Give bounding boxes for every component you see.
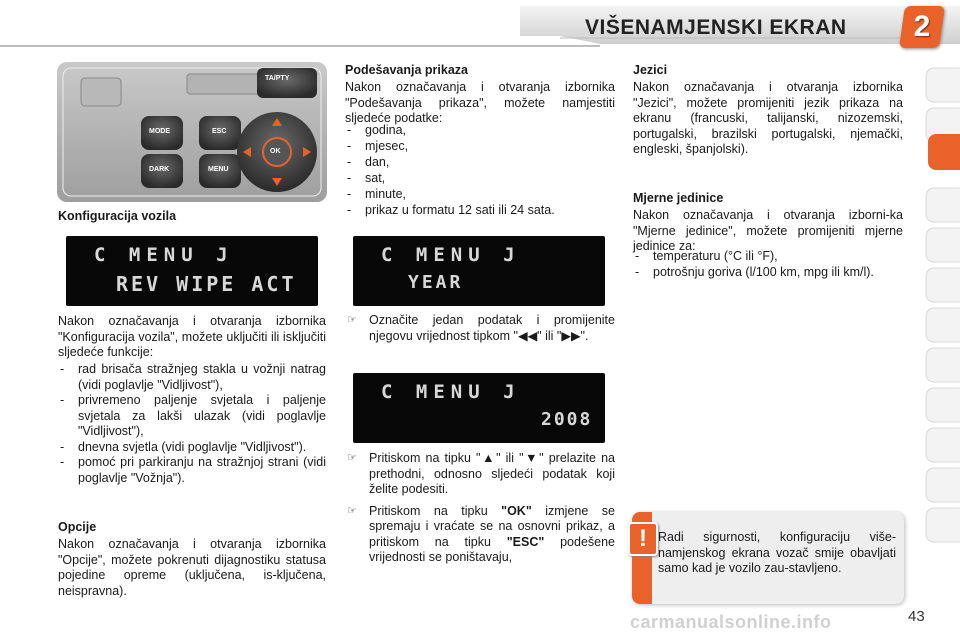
- hand-pointer-icon: ☞: [347, 314, 357, 326]
- list-item: - dan,: [345, 155, 615, 171]
- list-item: - mjesec,: [345, 139, 615, 155]
- bullet-text-post: podešene vrijednosti se poništavaju,: [369, 534, 615, 564]
- esc-label: "ESC": [506, 534, 545, 549]
- lcd-line-1: C MENU J: [381, 381, 521, 403]
- list-podesavanja: [345, 123, 615, 219]
- hand-pointer-icon: ☞: [347, 452, 357, 464]
- bullet-text: Pritiskom na tipku "▲" ili "▼" prelazite na prethodni, odnosno sljedeći podatak koji želite podesiti.: [369, 451, 615, 496]
- warning-text: Radi sigurnosti, konfiguraciju više-namjenskog ekrana vozač smije obavljati samo kad je vozilo zau-stavljeno.: [658, 530, 896, 575]
- list-item: - prikaz u formatu 12 sati ili 24 sata.: [345, 203, 615, 219]
- ta-pty-button: TA/PTY: [265, 75, 290, 82]
- page-number: 43: [908, 608, 925, 625]
- watermark: carmanualsonline.info: [630, 612, 832, 632]
- ok-label: "OK": [501, 503, 532, 518]
- lcd-display-rev-wipe: [66, 236, 318, 306]
- bullets-1: [345, 313, 615, 350]
- esc-button: ESC: [212, 128, 227, 135]
- list-item: - rad brisača stražnjeg stakla u vožnji natrag (vidi poglavlje "Vidljivost"),: [58, 362, 326, 393]
- page-title: VIŠENAMJENSKI EKRAN: [585, 16, 847, 39]
- list-item: - minute,: [345, 187, 615, 203]
- lcd-line-1: C MENU J: [94, 244, 234, 266]
- mode-button: MODE: [149, 128, 170, 135]
- warning-icon: [628, 522, 658, 556]
- paragraph-opcije: Nakon označavanja i otvaranja izbornika "Opcije", možete pokrenuti dijagnostiku statusa pojedine opreme (uključena, is-ključena, neispravna).: [58, 537, 326, 598]
- bullet-item: [345, 313, 615, 344]
- list-item: - potrošnju goriva (l/100 km, mpg ili km/l).: [633, 265, 903, 281]
- list-item: - sat,: [345, 171, 615, 187]
- list-item: - godina,: [345, 123, 615, 139]
- paragraph-podesavanja: Nakon označavanja i otvaranja izbornika "Podešavanja prikaza", možete namjestiti sljedeće podatke:: [345, 80, 615, 125]
- list-item: - dnevna svjetla (vidi poglavlje "Vidljivost").: [58, 440, 326, 456]
- bullets-2: [345, 451, 615, 572]
- lcd-line-1: C MENU J: [381, 244, 521, 266]
- bullet-item: [345, 451, 615, 498]
- heading-jezici: Jezici: [633, 63, 668, 77]
- bullet-text-mid: izmjene se spremaju i vraćate se na osnovni prikaz, a pritiskom na tipku: [369, 503, 615, 549]
- warning-symbol: !: [639, 525, 647, 552]
- lcd-display-2008: [353, 373, 605, 443]
- bullet-item: [345, 504, 615, 566]
- paragraph-konfiguracija: Nakon označavanja i otvaranja izbornika "Konfiguracija vozila", možete uključiti ili isključiti sljedeće funkcije:: [58, 314, 326, 359]
- list-item: - pomoć pri parkiranju na stražnjoj strani (vidi poglavlje "Vožnja").: [58, 455, 326, 486]
- side-tabs: [924, 64, 960, 624]
- list-mjerne-jedinice: [633, 249, 903, 280]
- menu-button: MENU: [208, 166, 229, 173]
- chapter-badge: [899, 6, 945, 48]
- lcd-line-2: 2008: [541, 409, 593, 430]
- heading-mjerne-jedinice: Mjerne jedinice: [633, 191, 724, 205]
- ok-button: OK: [270, 148, 281, 155]
- lcd-line-2: YEAR: [408, 272, 464, 293]
- heading-opcije: Opcije: [58, 520, 97, 534]
- dark-button: DARK: [149, 166, 170, 173]
- lcd-line-2: REV WIPE ACT: [116, 272, 297, 296]
- chapter-number: 2: [913, 10, 931, 43]
- heading-konfiguracija: Konfiguracija vozila: [58, 209, 177, 223]
- bullet-text: Označite jedan podatak i promijenite njegovu vrijednost tipkom "◀◀" ili "▶▶".: [369, 313, 615, 343]
- warning-box: [632, 512, 904, 604]
- list-item: - temperaturu (°C ili °F),: [633, 249, 903, 265]
- list-konfiguracija: [58, 362, 326, 486]
- control-panel-image: [57, 62, 327, 202]
- paragraph-mjerne-jedinice: Nakon označavanja i otvaranja izborni-ka "Mjerne jedinice", možete promijeniti mjerne jedinice za:: [633, 208, 903, 253]
- list-item: - privremeno paljenje svjetala i paljenje svjetala za lakši ulazak (vidi poglavlje "Vidljivost"),: [58, 393, 326, 440]
- lcd-display-year: [353, 236, 605, 306]
- paragraph-jezici: Nakon označavanja i otvaranja izbornika "Jezici", možete promijeniti jezik prikaza na ekranu (francuski, talijanski, nizozemski, portugalski, brazilski portugalski, njemački, engleski, španjolski).: [633, 80, 903, 156]
- heading-podesavanja: Podešavanja prikaza: [345, 63, 468, 77]
- bullet-text-pre: Pritiskom na tipku: [369, 503, 502, 518]
- hand-pointer-icon: ☞: [347, 504, 357, 517]
